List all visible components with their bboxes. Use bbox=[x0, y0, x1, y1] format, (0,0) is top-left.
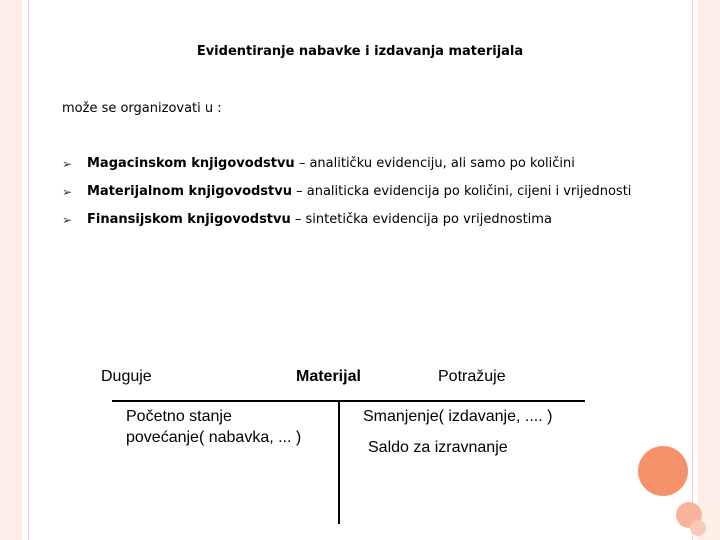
bullet-description: – analitičku evidenciju, ali samo po količini bbox=[294, 156, 575, 171]
bullet-term: Magacinskom knjigovodstvu bbox=[87, 156, 295, 171]
bullet-description: – sintetička evidencija po vrijednostima bbox=[290, 212, 552, 227]
arrow-bullet-icon: ➢ bbox=[62, 213, 73, 227]
decorative-circle-small bbox=[690, 520, 706, 536]
arrow-bullet-icon: ➢ bbox=[62, 185, 73, 199]
slide-title: Evidentiranje nabavke i izdavanja materijala bbox=[196, 44, 524, 59]
t-account-name: Materijal bbox=[296, 368, 361, 385]
t-account-credit-label: Potražuje bbox=[438, 368, 506, 385]
decorative-circle-large bbox=[638, 446, 688, 496]
bullet-item-magacinsko bbox=[62, 154, 642, 174]
credit-entry: Smanjenje( izdavanje, .... ) bbox=[363, 408, 553, 425]
t-account-vertical-line bbox=[338, 400, 340, 524]
arrow-bullet-icon: ➢ bbox=[62, 157, 73, 171]
left-border-decoration bbox=[0, 0, 22, 540]
bullet-term: Materijalnom knjigovodstvu bbox=[87, 184, 292, 199]
bullet-item-materijalno bbox=[62, 182, 642, 202]
t-account-horizontal-line bbox=[112, 400, 585, 402]
debit-entry: Početno stanje bbox=[126, 408, 232, 425]
bullet-item-finansijsko bbox=[62, 210, 642, 230]
credit-entry: Saldo za izravnanje bbox=[368, 439, 508, 456]
debit-entry: povećanje( nabavka, ... ) bbox=[126, 429, 302, 446]
bullet-term: Finansijskom knjigovodstvu bbox=[87, 212, 291, 227]
t-account-debit-label: Duguje bbox=[101, 368, 152, 385]
slide-subtitle: može se organizovati u : bbox=[62, 101, 222, 116]
bullet-description: – analiticka evidencija po količini, cijeni i vrijednosti bbox=[292, 184, 632, 199]
left-border-line bbox=[28, 0, 29, 540]
right-border-line bbox=[692, 0, 693, 540]
bullet-list bbox=[62, 154, 642, 238]
right-border-decoration bbox=[698, 0, 720, 540]
